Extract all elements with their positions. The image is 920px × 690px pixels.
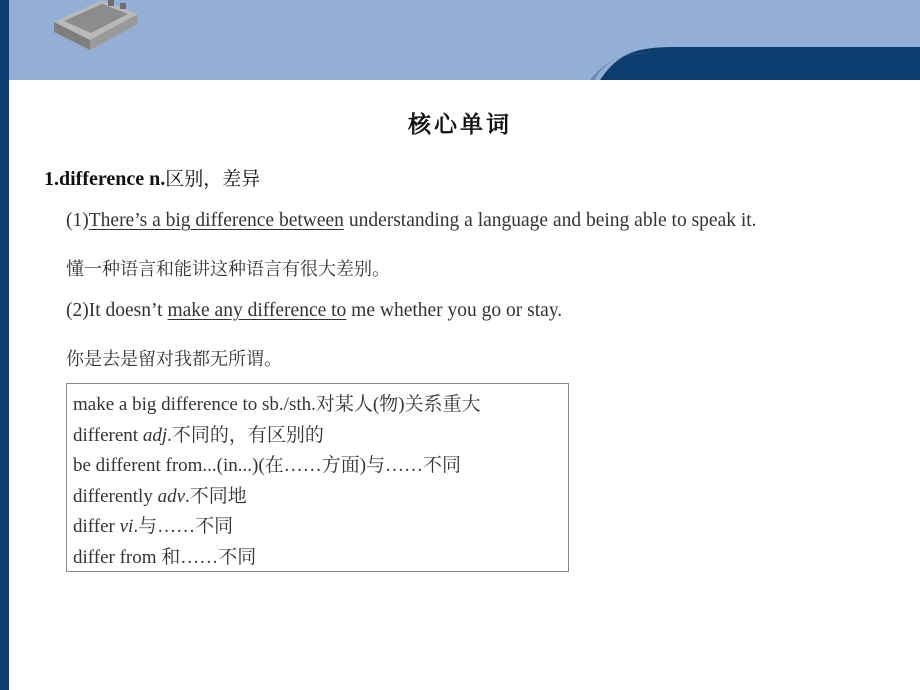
example-suffix: me whether you go or stay. [346,300,563,321]
tablet-device-icon [48,0,140,58]
example-phrase: make any difference to [167,300,347,321]
related-words-box [66,383,569,572]
entry-number: 1. [44,168,59,190]
related-word-row: differ vi.与……不同 [73,516,234,537]
related-word-row: differ from 和……不同 [73,546,257,568]
word-entry [44,164,260,191]
example-phrase: There’s a big difference between [88,210,344,231]
entry-meaning: 区别，差异 [165,168,261,190]
related-word-row: be different from...(in...)(在……方面)与……不同 [73,455,462,476]
related-word-row: make a big difference to sb./sth.对某人(物)关系重大 [73,394,481,415]
example-sentence-1 [66,210,757,232]
related-word-row: different adj.不同的，有区别的 [73,424,324,446]
entry-word: difference [59,168,145,190]
left-accent-bar [0,0,9,690]
page-title: 核心单词 [408,112,512,138]
example-translation-1: 懂一种语言和能讲这种语言有很大差别。 [66,259,390,280]
related-word-row: differently adv.不同地 [73,485,247,507]
example-prefix: (1) [66,210,89,231]
example-prefix: (2)It doesn’t [66,300,168,321]
entry-pos: n. [144,168,166,190]
example-translation-2: 你是去是留对我都无所谓。 [66,349,282,370]
example-sentence-2 [66,300,562,322]
example-suffix: understanding a language and being able to speak it. [343,210,757,231]
